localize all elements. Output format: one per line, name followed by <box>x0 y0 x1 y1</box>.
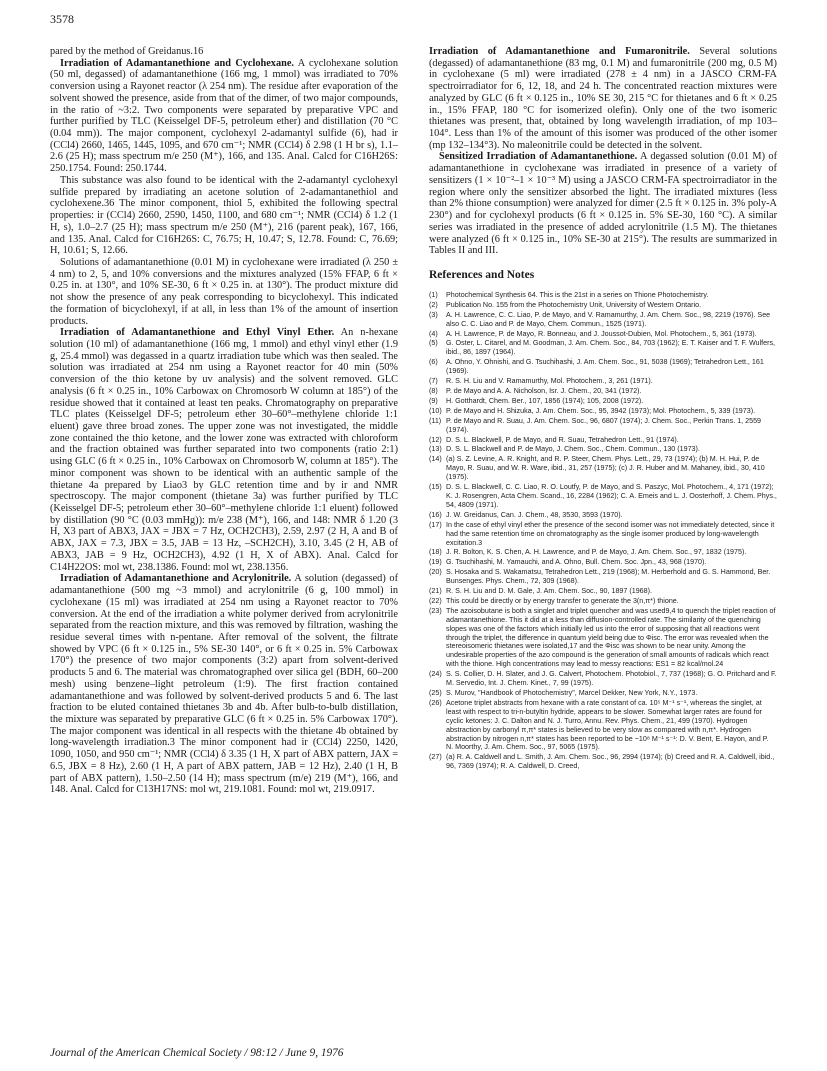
reference-item <box>429 436 777 445</box>
reference-text: (a) S. Z. Levine, A. R. Knight, and R. P. Steer, Chem. Phys. Lett., 29, 73 (1974); (b) M. H. Hui, P. de Mayo, R. Suau, and W. R. Ware, ibid., 31, 257 (1975); (c) J. R. Huber and M. Mahaney, ibid., 30, 410 (1975). <box>446 455 765 482</box>
section-heading: Irradiation of Adamantanethione and Fumaronitrile. <box>429 46 690 57</box>
reference-text: P. de Mayo and R. Suau, J. Am. Chem. Soc., 96, 6807 (1974); J. Chem. Soc., Perkin Trans. 1, 2559 (1974). <box>446 416 762 434</box>
reference-number: (23) <box>429 606 442 615</box>
reference-item <box>429 377 777 386</box>
reference-text: R. S. H. Liu and D. M. Gale, J. Am. Chem. Soc., 90, 1897 (1968). <box>446 587 652 596</box>
reference-number: (19) <box>429 558 442 567</box>
reference-text: A. H. Lawrence, P. de Mayo, R. Bonneau, and J. Joussot-Dubien, Mol. Photochem., 5, 361 (1973). <box>446 329 757 338</box>
reference-text: D. S. L. Blackwell, P. de Mayo, and R. Suau, Tetrahedron Lett., 91 (1974). <box>446 435 679 444</box>
reference-item <box>429 397 777 406</box>
reference-item <box>429 455 777 482</box>
reference-number: (18) <box>429 548 442 557</box>
reference-text: Publication No. 155 from the Photochemistry Unit, University of Western Ontario. <box>446 300 702 309</box>
reference-number: (1) <box>429 290 438 299</box>
reference-text: D. S. L. Blackwell, C. C. Liao, R. O. Loutfy, P. de Mayo, and S. Paszyc, Mol. Photochem., 4, 171 (1972); K. J. Rosengren, Acta Chem. Scand., 16, 2284 (1962); C. A. Emeis and L. J. Oosterhoff, J. Chem. Phys., 54, 4809 (1971). <box>446 483 777 509</box>
reference-item <box>429 291 777 300</box>
right-column-paragraph <box>429 46 777 151</box>
reference-number: (3) <box>429 310 438 319</box>
left-column-paragraph <box>50 257 398 327</box>
reference-text: S. Murov, "Handbook of Photochemistry", Marcel Dekker, New York, N.Y., 1973. <box>446 689 698 697</box>
reference-number: (6) <box>429 358 438 367</box>
reference-number: (24) <box>429 670 442 679</box>
reference-number: (22) <box>429 596 442 605</box>
reference-number: (16) <box>429 510 442 519</box>
reference-number: (17) <box>429 520 442 529</box>
reference-text: S. S. Collier, D. H. Slater, and J. G. Calvert, Photochem. Photobiol., 7, 737 (1968); G. O. Pritchard and F. M. Servedio, Int. J. Chem. Kinet., 7, 99 (1975). <box>446 670 777 688</box>
reference-item <box>429 699 777 752</box>
reference-item <box>429 587 777 596</box>
reference-item <box>429 301 777 310</box>
reference-number: (20) <box>429 568 442 577</box>
reference-number: (8) <box>429 387 438 395</box>
reference-text: In the case of ethyl vinyl ether the presence of the second isomer was not immediately detected, since it had the same retention time on chromatography as the single isomer produced by long-wavelength excitation.3 <box>446 520 775 547</box>
section-heading: Irradiation of Adamantanethione and Acrylonitrile. <box>60 573 292 585</box>
reference-item <box>429 387 777 396</box>
reference-item <box>429 521 777 548</box>
reference-text: H. Gotthardt, Chem. Ber., 107, 1856 (1974); 105, 2008 (1972). <box>446 396 644 405</box>
reference-item <box>429 483 777 510</box>
reference-number: (5) <box>429 339 438 348</box>
reference-number: (15) <box>429 483 442 492</box>
reference-text: Acetone triplet abstracts from hexane with a rate constant of ca. 10⁵ M⁻¹ s⁻¹, whereas the singlet, at least with respect to tri-n-butyltin hydride, appears to be slower. Somewhat larger rates are found for cyclic ketones: J. C. Dalton and N. J. Turro, Annu. Rev. Phys. Chem., 21, 499 (1970). Hydrogen abstraction by carbonyl π,π* states is believed to be very slow as compared with n,π*. Hydrogen abstraction by nitrogen n,π* states has been reported to be ~10⁸ M⁻¹ s⁻¹: D. V. Bent, E. Hayon, and P. N. Moorthy, J. Am. Chem. Soc., 97, 5065 (1975). <box>446 698 769 752</box>
reference-text: D. S. L. Blackwell and P. de Mayo, J. Chem. Soc., Chem. Commun., 130 (1973). <box>446 445 700 454</box>
left-column-paragraph <box>50 573 398 796</box>
reference-item <box>429 753 777 771</box>
reference-text: (a) R. A. Caldwell and L. Smith, J. Am. Chem. Soc., 96, 2994 (1974); (b) Creed and R. A. Caldwell, ibid., 96, 7369 (1974); R. A. Caldwell, D. Creed, <box>446 753 775 771</box>
reference-number: (21) <box>429 587 442 596</box>
left-column-paragraph <box>50 327 398 573</box>
paragraph-text: A solution (degassed) of adamantanethione (500 mg ~3 mmol) and acrylonitrile (6 g, 100 mmol) in cyclohexane (15 ml) was irradiated at 254 nm using a Rayonet reactor to 70% conversion. At the end of the irradiation a white polymer derived from acrylonitrile separated from the reaction mixture, and this was removed by filtration, washing the residue several times with n-pentane. After removal of the solvent, the filtrate showed by VPC (6 ft × 0.125 in., 5% SE-30 140°, or 6 ft × 0.25 in. 5% Carbowax 170°) the presence of two major components (3:2) apart from solvent-derived products 5 and 6. The material was chromatographed over silica gel (BDH, 60–200 mesh) using benzene–light petroleum (1:9). The first fraction contained adamantanethione and was followed by solvent-derived products 5 and 6. The last fraction to be eluted contained thietanes 3b and 4b. After bulb-to-bulb distillation, the mixture was separated by preparative GLC (6 ft × 0.25 in. 5% Carbowax 170°). The major component was identical in all respects with the thietane 4b obtained by long-wavelength irradiation.3 The minor component had ir (CCl4) 2250, 1420, 1090, 1050, and 950 cm⁻¹; NMR (CCl4) δ 3.35 (1 H, X part of ABX pattern, JAX = 6.5, JBX = 8 Hz), 2.60 (1 H, A part of ABX pattern, JAB = 12 Hz), 2.40 (1 H, B part of ABX pattern), 1.50–2.50 (14 H); mass spectrum (m/e) 219 (M⁺), 166, and 148. Anal. Calcd for C13H17NS: mol wt, 219.1081. Found: mol wt, 219.0917. <box>50 573 398 796</box>
reference-text: P. de Mayo and A. A. Nicholson, Isr. J. Chem., 20, 341 (1972). <box>446 387 642 395</box>
reference-text: This could be directly or by energy transfer to generate the 3(n,π*) thione. <box>446 596 679 605</box>
reference-item <box>429 311 777 329</box>
paragraph-text: This substance was also found to be identical with the 2-adamantyl cyclohexyl sulfide prepared by irradiating an acetone solution of 2-adamantanethiol and cyclohexene.36 The minor component, thiol 5, exhibited the following spectral properties: ir (CCl4) 2660, 2590, 1450, 1100, and 680 cm⁻¹; NMR (CCl4) δ 1.2 (1 H, s), 1.0–2.7 (25 H); mass spectrum m/e 250 (M⁺), 216 (parent peak), 167, 166, and 135. Anal. Calcd for C16H26S: C, 76.75; H, 10.47; S, 12.78. Found: C, 76.69; H, 10.61; S, 12.66. <box>50 174 398 257</box>
reference-item <box>429 607 777 669</box>
reference-item <box>429 670 777 688</box>
reference-text: A. Ohno, Y. Ohnishi, and G. Tsuchihashi, J. Am. Chem. Soc., 91, 5038 (1969); Tetrahedron Lett., 161 (1969). <box>446 358 764 376</box>
reference-item <box>429 597 777 606</box>
section-heading: Irradiation of Adamantanethione and Cyclohexane. <box>60 57 294 69</box>
right-column <box>429 46 777 772</box>
right-column-paragraph <box>429 151 777 256</box>
paragraph-text: A degassed solution (0.01 M) of adamantanethione in cyclohexane was irradiated in presence of a variety of sensitizers (1 × 10⁻²–1 × 10⁻³ M) using a JASCO CRM-FA spectroirradiator in the region where only the sensitizer absorbed the light. The irradiated mixtures (less than 2% thione consumption) were analyzed for dimer (2.5 ft × 0.125 in. 3% poly-A 230°) and for cyclohexyl products (6 ft × 0.125 in. 5% SE-30, 160 °C). A similar series was irradiated in the presence of added acrylonitrile (1.5 M). The thietanes were analyzed (6 ft × 0.125 in., 10% SE-30 at 215°). The results are summarized in Tables II and III. <box>429 151 777 257</box>
reference-number: (7) <box>429 377 438 386</box>
reference-item <box>429 511 777 520</box>
references-heading: References and Notes <box>429 268 535 281</box>
right-column-body <box>429 46 777 257</box>
reference-text: Photochemical Synthesis 64. This is the 21st in a series on Thione Photochemistry. <box>446 290 709 299</box>
reference-item <box>429 358 777 376</box>
reference-item <box>429 548 777 557</box>
reference-item <box>429 445 777 454</box>
reference-number: (10) <box>429 406 442 415</box>
paragraph-text: A cyclohexane solution (50 ml, degassed) of adamantanethione (166 mg, 1 mmol) was irradiated to 70% conversion using a Rayonet reactor (λ 254 nm). The residue after evaporation of the solvent showed the presence, aside from that of the dimer, of two major compounds, in the ratio of ~3:2. Two components were separated by preparative VPC and further purified by TLC (Keisselgel DF-5, petroleum ether) and distillation (70 °C (0.04 mm)). The major component, cyclohexyl 2-adamantyl sulfide (6), had ir (CCl4) 2660, 1465, 1445, 1095, and 670 cm⁻¹; NMR (CCl4) δ 2.98 (1 H br s), 1.1–2.6 (25 H); mass spectrum m/e 250 (M⁺), 166, and 135. Anal. Calcd for C16H26S: 250.1754. Found: 250.1744. <box>50 57 398 175</box>
reference-text: P. de Mayo and H. Shizuka, J. Am. Chem. Soc., 95, 3942 (1973); Mol. Photochem., 5, 339 (1973). <box>446 406 756 415</box>
journal-footer: Journal of the American Chemical Society / 98:12 / June 9, 1976 <box>50 1047 344 1059</box>
paragraph-text: An n-hexane solution (10 ml) of adamantanethione (166 mg, 1 mmol) and ethyl vinyl ether (1.9 g, 25.4 mmol) was degassed in a quartz irradiation tube which was then sealed. The solution was irradiated at 254 nm using a Rayonet reactor for 40 min (50% conversion of the thio ketone by uv analysis) and the solvent removed. GLC analysis (6 ft × 0.25 in., 10% Carbowax on Chromosorb W column at 185°) of the residue showed that it contained at least ten peaks. Chromatography on preparative TLC plates (Keisselgel DF-5; petroleum ether 30–60°–methylene chloride 1:1 eluent) gave three broad zones. The upper zone was not investigated, the middle zone contained the thio ketone, and the lower zone was extracted with chloroform and the fraction obtained was further separated into two components (ratio 2:1) using GLC (6 ft × 0.25 in., 10% Carbowax on Chromosorb W, column at 185°). The minor component was shown to be identical with an authentic sample of the thietane 4a prepared by Liao3 by GLC retention time and by ir and NMR spectroscopy. The major component (thietane 3a) was further purified by TLC (Keisselgel DF-5; petroleum ether 30–60°–methylene chloride 1:1 eluent) followed by distillation (90 °C (0.03 mmHg)): m/e 238 (M⁺), 166, and 148: NMR δ 1.20 (3 H, X3 part of ABX3, JAX = JBX = 7 Hz, OCH2CH3), 2.59, 2.97 (2 H, A and B of ABX, JAX = 7.3, JBX = 3.5, JAB = 13 Hz, –SCH2CH), 3.10, 3.45 (2 H, AB of ABX3, JAB = 9 Hz, OCH2CH3), 4.92 (1 H, X of ABX). Anal. Calcd for C14H22OS: mol wt, 238.1386. Found: mol wt, 238.1356. <box>50 327 398 573</box>
reference-text: G. Oster, L. Citarel, and M. Goodman, J. Am. Chem. Soc., 84, 703 (1962); E. T. Kaiser and T. F. Wulfers, ibid., 86, 1897 (1964). <box>446 339 776 357</box>
reference-text: A. H. Lawrence, C. C. Liao, P. de Mayo, and V. Ramamurthy, J. Am. Chem. Soc., 98, 2219 (1976). See also C. C. Liao and P. de Mayo, Chem. Commun., 1525 (1971). <box>446 310 771 328</box>
reference-text: S. Hosaka and S. Wakamatsu, Tetrahedron Lett., 219 (1968); M. Herberhold and G. S. Hammond, Ber. Bunsenges. Phys. Chem., 72, 309 (1968). <box>446 568 771 586</box>
left-column-paragraph <box>50 58 398 175</box>
reference-number: (14) <box>429 455 442 464</box>
paragraph-text: Several solutions (degassed) of adamantanethione (83 mg, 0.1 M) and fumaronitrile (200 mg, 0.5 M) in cyclohexane (5 ml) were irradiated (278 ± 4 nm) in a JASCO CRM-FA spectroirradiator for 6, 12, 18, and 24 h. The concentrated reaction mixtures were analyzed by GLC (6 ft × 0.125 in., 10% SE 30, 215 °C for thietanes and 6 ft × 0.25 in., 15% FFAP, 180 °C for isomerized olefin). Only one of the two isomeric thietanes was present, that, obtained by long wavelength irradiation, of mp 103–104°. Less than 1% of the amount of this isomer was produced of the other isomer (mp 132–134°3). No maleonitrile could be detected in the solvent. <box>429 46 777 151</box>
reference-number: (9) <box>429 396 438 405</box>
paragraph-text: Solutions of adamantanethione (0.01 M) in cyclohexane were irradiated (λ 250 ± 4 nm) to 2, 5, and 10% conversions and the mixtures analyzed (15% FFAP, 6 ft × 0.25 in. at 130°, and 10% SE-30, 6 ft × 0.25 in. at 130°). The product mixture did not show the presence of any peak corresponding to bicyclohexyl. This indicated the formation of bicyclohexyl, if at all, in less than 1% of the amount of insertion products. <box>50 256 398 327</box>
reference-text: J. W. Greidanus, Can. J. Chem., 48, 3530, 3593 (1970). <box>446 510 623 519</box>
reference-number: (4) <box>429 329 438 338</box>
reference-item <box>429 339 777 357</box>
references-list <box>429 291 777 771</box>
left-column-paragraph <box>50 46 398 58</box>
reference-number: (27) <box>429 753 442 762</box>
paragraph-text: pared by the method of Greidanus.16 <box>50 46 204 57</box>
reference-item <box>429 417 777 435</box>
reference-item <box>429 558 777 567</box>
reference-number: (25) <box>429 689 442 697</box>
reference-item <box>429 330 777 339</box>
section-heading: Sensitized Irradiation of Adamantanethione. <box>439 151 638 163</box>
left-column-paragraph <box>50 175 398 257</box>
reference-number: (12) <box>429 435 442 444</box>
reference-number: (2) <box>429 300 438 309</box>
reference-item <box>429 568 777 586</box>
reference-text: R. S. H. Liu and V. Ramamurthy, Mol. Photochem., 3, 261 (1971). <box>446 377 653 386</box>
reference-text: The azoisobutane is both a singlet and triplet quencher and was used9,4 to quench the triplet reaction of adamantanethione. This it did at a less than diffusion-controlled rate. The similarity of the quenching slopes was one of the factors which initially led us into the error of supposing that all reactions went through the triplet, the difference in quantum yield being due to Φisc. The error was revealed when the stereoisomeric thietanes were isolated,17 and the Φisc was shown to be near unity. Among the undesirable properties of the azo compound is the generation of small amounts of radicals which react with the thione. High concentrations may lead to messy reactions: ES1 = 82 kcal/mol.24 <box>446 606 776 669</box>
page-number: 3578 <box>50 12 74 26</box>
reference-number: (13) <box>429 445 442 454</box>
reference-number: (26) <box>429 698 442 707</box>
reference-text: G. Tsuchihashi, M. Yamauchi, and A. Ohno, Bull. Chem. Soc. Jpn., 43, 968 (1970). <box>446 558 707 567</box>
section-heading: Irradiation of Adamantanethione and Ethyl Vinyl Ether. <box>60 327 335 339</box>
reference-text: J. R. Bolton, K. S. Chen, A. H. Lawrence, and P. de Mayo, J. Am. Chem. Soc., 97, 1832 (1975). <box>446 548 747 557</box>
reference-number: (11) <box>429 416 442 425</box>
reference-item <box>429 407 777 416</box>
left-column <box>50 46 398 796</box>
reference-item <box>429 689 777 698</box>
